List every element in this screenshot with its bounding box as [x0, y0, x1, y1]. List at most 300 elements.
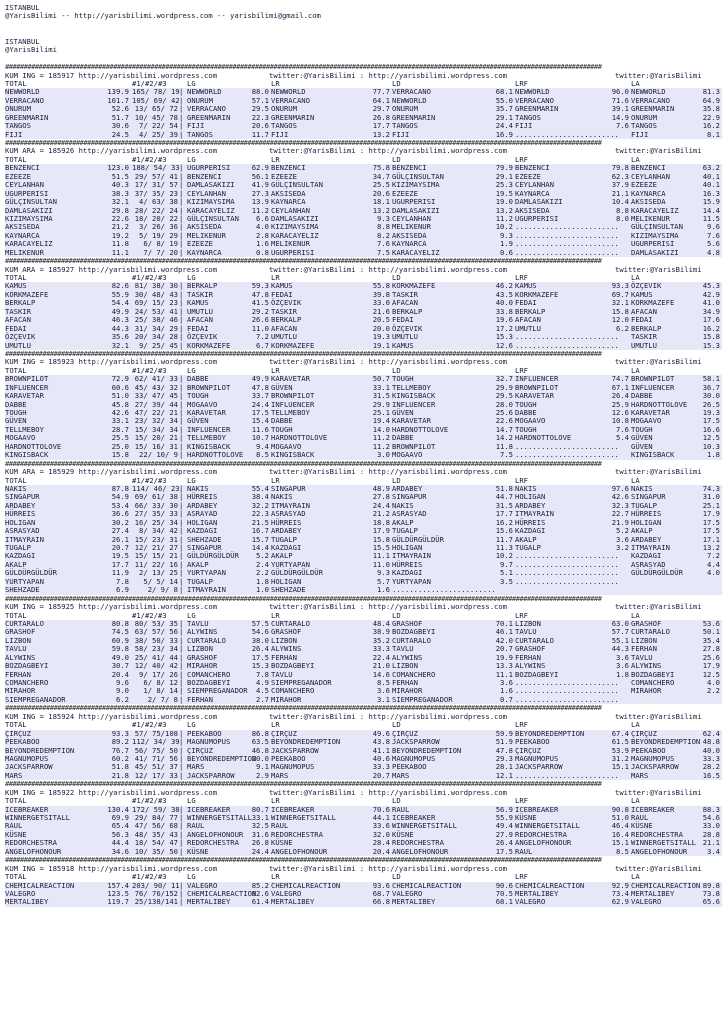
rank-counts: 2/ 9/ 8	[147, 585, 178, 595]
race-header	[5, 713, 722, 721]
column-divider: |	[179, 247, 184, 257]
lg-score: 0.8	[256, 247, 269, 257]
total-score: 6.2	[116, 694, 129, 704]
lrf-score: 37.9	[611, 180, 629, 190]
ld-score: 11.2	[495, 213, 513, 223]
lrf-horse: ARDABEY	[515, 500, 546, 510]
lg-score: 1.6	[256, 239, 269, 249]
lrf-horse: GREENMARIN	[515, 104, 559, 114]
total-score: 46.3	[111, 315, 129, 325]
la-score: 7.6	[707, 230, 720, 240]
ld-horse: FIJI	[392, 129, 410, 139]
horse-name: NEWWORLD	[5, 87, 40, 97]
total-score: 21.8	[111, 770, 129, 780]
column-divider: |	[179, 382, 184, 392]
column-header-total: TOTAL	[5, 796, 27, 806]
ld-horse: ITMAYRAIN	[392, 551, 431, 561]
lg-score: 1.8	[256, 576, 269, 586]
la-horse: CEYLANHAN	[631, 171, 670, 181]
la-score: 16.6	[702, 424, 720, 434]
column-divider: |	[179, 762, 184, 772]
la-horse: BOZDAGBEYI	[631, 669, 675, 679]
lg-score: 2.8	[256, 230, 269, 240]
separator-line: ################################################################################################################################################################	[5, 856, 602, 865]
lrf-horse: ........................	[515, 576, 619, 586]
ld-score: 22.6	[495, 416, 513, 426]
horse-name: BROWNPILOT	[5, 374, 49, 384]
column-divider: |	[179, 180, 184, 190]
la-horse: KAMUS	[631, 289, 653, 299]
horse-name: MOGAAVO	[5, 433, 36, 443]
la-horse: KORKMAZEFE	[631, 298, 675, 308]
lr-score: 5.7	[377, 576, 390, 586]
total-score: 36.6	[111, 509, 129, 519]
ld-horse: TUGALP	[392, 526, 418, 536]
lrf-horse: TUGALP	[515, 543, 541, 552]
lr-score: 77.7	[372, 87, 390, 97]
race-results	[5, 730, 722, 781]
column-header-lrf: LRF	[515, 872, 528, 882]
ld-score: 46.2	[495, 281, 513, 291]
rank-counts: 18/ 20/ 22	[134, 213, 178, 223]
lr-score: 43.8	[372, 737, 390, 747]
lg-score: 55.4	[251, 483, 269, 493]
ld-horse: KIZIMAYSIMA	[392, 180, 440, 190]
lrf-horse: JACKSPARROW	[515, 762, 563, 772]
column-header-lrf: LRF	[515, 610, 528, 620]
lr-score: 34.7	[372, 171, 390, 181]
rank-counts: 188/ 54/ 33	[132, 163, 180, 173]
horse-name: RAUL	[5, 821, 23, 831]
la-score: 62.4	[702, 728, 720, 738]
lr-score: 41.1	[372, 745, 390, 755]
horse-name: INFLUENCER	[5, 382, 49, 392]
lr-horse: KARACAYELIZ	[271, 230, 319, 240]
lg-score: 15.4	[251, 416, 269, 426]
column-header-lrf: LRF	[515, 796, 528, 806]
lrf-horse: ........................	[515, 239, 619, 249]
total-score: 123.0	[107, 163, 129, 173]
la-score: 41.0	[702, 298, 720, 308]
column-header-la: LA	[631, 154, 640, 164]
rank-counts: 2/ 7/ 8	[147, 694, 178, 704]
lg-horse: BEYONDREDEMPTION	[187, 753, 257, 763]
rank-counts: 48/ 35/ 43	[134, 829, 178, 839]
lg-score: 10.7	[251, 433, 269, 443]
ld-horse: TASKIR	[392, 289, 418, 299]
column-divider: |	[179, 728, 184, 738]
column-divider: |	[179, 661, 184, 671]
lr-score: 33.6	[372, 821, 390, 831]
lr-score: 25.5	[372, 180, 390, 190]
lrf-score: 62.9	[611, 897, 629, 907]
lrf-horse: ........................	[515, 694, 619, 704]
column-divider: |	[179, 315, 184, 325]
ld-horse: MERTALIBEY	[392, 897, 436, 907]
column-header-lr: LR	[271, 273, 280, 282]
lr-horse: FERHAN	[271, 652, 297, 662]
lg-horse: KIZIMAYSIMA	[187, 197, 235, 207]
spacer	[5, 55, 722, 63]
lrf-horse: ICEBREAKER	[515, 804, 559, 814]
column-header-total: TOTAL	[5, 154, 27, 164]
rank-counts: 20/ 34/ 28	[134, 332, 178, 342]
rank-counts: 12/ 17/ 33	[134, 770, 178, 780]
horse-name: YURTYAPAN	[5, 576, 44, 586]
la-horse: ARDABEY	[631, 534, 662, 544]
total-score: 32.1	[111, 197, 129, 207]
total-score: 30.6	[111, 121, 129, 131]
la-horse: GÜVEN	[631, 433, 653, 443]
twitter-handle: twitter:@YarisBilimi	[615, 602, 702, 612]
lr-horse: ICEBREAKER	[271, 804, 315, 814]
la-horse: ÖZÇEVIK	[631, 281, 662, 291]
lr-horse: GÜVEN	[271, 382, 293, 392]
ld-horse: FERHAN	[392, 678, 418, 687]
horse-name: PEEKABOO	[5, 737, 40, 747]
la-score: 4.8	[707, 247, 720, 257]
ld-score: 31.5	[495, 500, 513, 510]
lr-horse: HARDNOTTOLOVE	[271, 433, 328, 443]
lr-horse: KÜSNE	[271, 838, 293, 848]
lg-horse: TAVLU	[187, 618, 209, 628]
lrf-score: 73.4	[611, 888, 629, 898]
ld-horse: YURTYAPAN	[392, 576, 431, 586]
horse-name: FERHAN	[5, 669, 31, 679]
column-divider: |	[179, 897, 184, 907]
lg-score: 7.8	[256, 669, 269, 679]
column-divider: |	[179, 737, 184, 747]
total-score: 27.4	[111, 526, 129, 536]
column-header-lrf: LRF	[515, 475, 528, 485]
lg-horse: COMANCHERO	[187, 669, 231, 679]
lr-horse: UGURPERISI	[271, 247, 315, 257]
rank-counts: 30/ 48/ 43	[134, 289, 178, 299]
lg-score: 33.7	[251, 391, 269, 401]
column-divider: |	[179, 644, 184, 654]
horse-name: CEYLANHAN	[5, 180, 44, 190]
lrf-horse: VERRACANO	[515, 95, 554, 105]
lrf-horse: UMUTLU	[515, 323, 541, 333]
column-header-lrf: LRF	[515, 78, 528, 88]
lr-score: 3.0	[377, 450, 390, 460]
lg-horse: HARDNOTTOLOVE	[187, 450, 244, 460]
la-horse: TASKIR	[631, 332, 657, 342]
la-score: 19.3	[702, 408, 720, 417]
column-header-lrf: LRF	[515, 365, 528, 375]
lg-score: 80.7	[251, 804, 269, 814]
ld-horse: LIZBON	[392, 661, 418, 671]
total-score: 11.1	[111, 247, 129, 257]
lrf-horse: DAMLASAKIZI	[515, 197, 563, 207]
lrf-score: 15.1	[611, 838, 629, 848]
column-header-lg: LG	[187, 78, 196, 88]
column-divider: |	[179, 222, 184, 232]
column-divider: |	[179, 880, 184, 890]
la-score: 17.9	[702, 661, 720, 671]
la-score: 12.5	[702, 669, 720, 679]
la-horse: TUGALP	[631, 500, 657, 510]
lrf-horse: KARAVETAR	[515, 391, 554, 401]
total-score: 52.6	[111, 104, 129, 114]
column-divider: |	[179, 635, 184, 645]
rank-counts: 17/ 31/ 57	[134, 180, 178, 190]
total-score: 40.3	[111, 180, 129, 190]
lr-score: 14.0	[372, 424, 390, 434]
la-horse: ÇIRÇUZ	[631, 728, 657, 738]
lr-score: 64.1	[372, 95, 390, 105]
column-header-lg: LG	[187, 365, 196, 375]
lr-horse: TAVLU	[271, 669, 293, 679]
lrf-horse: REDORCHESTRA	[515, 829, 567, 839]
column-header-la: LA	[631, 720, 640, 730]
ld-score: 12.1	[495, 770, 513, 780]
ld-score: 90.6	[495, 880, 513, 890]
lg-horse: SIEMPREGANADOR	[187, 686, 248, 696]
race-results	[5, 164, 722, 257]
column-divider: |	[179, 95, 184, 105]
lg-horse: HÜRREIS	[187, 492, 218, 502]
rank-counts: 58/ 23/ 34	[134, 644, 178, 654]
lr-score: 22.4	[372, 652, 390, 662]
la-score: 50.1	[702, 627, 720, 637]
race-title: KUM ING = 185923 http://yarisbilimi.wordpress.com	[5, 357, 218, 367]
ld-horse: RAUL	[392, 804, 410, 814]
la-horse: FEDAI	[631, 315, 653, 325]
lg-score: 17.5	[251, 408, 269, 417]
lg-horse: CHEMICALREACTION	[187, 888, 257, 898]
race-header	[5, 72, 722, 80]
lr-score: 49.6	[372, 728, 390, 738]
lr-horse: ANGELOFHONOUR	[271, 846, 328, 856]
total-score: 51.0	[111, 391, 129, 401]
race-header	[5, 266, 722, 274]
horse-name: GREENMARIN	[5, 112, 49, 122]
lr-horse: KAZDAGI	[271, 543, 302, 552]
column-divider: |	[179, 340, 184, 350]
lrf-horse: KÜSNE	[515, 813, 537, 822]
lrf-score: 22.7	[611, 509, 629, 519]
column-header-la: LA	[631, 273, 640, 282]
lrf-score: 90.8	[611, 804, 629, 814]
lg-horse: TOUGH	[187, 391, 209, 401]
total-score: 21.2	[111, 222, 129, 232]
ld-horse: KORKMAZEFE	[392, 281, 436, 291]
ld-score: 47.8	[495, 745, 513, 755]
column-header-rank: #1/#2/#3	[132, 610, 167, 620]
la-horse: VALEGRO	[631, 897, 662, 907]
rank-counts: 22/ 10/ 9	[139, 450, 178, 460]
column-header-rank: #1/#2/#3	[132, 872, 167, 882]
lrf-score: 3.6	[616, 652, 629, 662]
la-horse: INFLUENCER	[631, 382, 675, 392]
lg-horse: DAMLASAKIZI	[187, 180, 235, 190]
total-score: 25.0	[111, 441, 129, 451]
horse-name: TANGOS	[5, 121, 31, 131]
horse-name: CHEMICALREACTION	[5, 880, 75, 890]
twitter-handle: twitter:@YarisBilimi	[615, 264, 702, 274]
lrf-score: 16.4	[611, 829, 629, 839]
race-title: KUM ING = 185918 http://yarisbilimi.wordpress.com	[5, 863, 218, 873]
horse-name: UMUTLU	[5, 340, 31, 350]
lrf-horse: HOLIGAN	[515, 492, 546, 502]
twitter-link: twitter:@YarisBilimi : http://yarisbilimi.wordpress.com	[269, 264, 507, 274]
column-divider: |	[179, 576, 184, 586]
total-score: 22.6	[111, 213, 129, 223]
total-score: 65.4	[111, 821, 129, 831]
horse-name: ANGELOFHONOUR	[5, 846, 62, 856]
ld-score: 14.2	[495, 433, 513, 443]
lr-score: 11.1	[372, 551, 390, 561]
lg-score: 22.3	[251, 112, 269, 122]
lrf-score: 92.9	[611, 880, 629, 890]
total-score: 60.6	[111, 382, 129, 392]
ld-horse: ÖZÇEVIK	[392, 323, 423, 333]
la-horse: GÜLÇINSULTAN	[631, 222, 683, 232]
lr-horse: ALYWINS	[271, 644, 302, 654]
lg-horse: YURTYAPAN	[187, 568, 226, 578]
column-header-total: TOTAL	[5, 365, 27, 375]
ld-score: 33.8	[495, 306, 513, 316]
ld-horse: NEWWORLD	[392, 95, 427, 105]
lr-score: 24.4	[372, 500, 390, 510]
race-results	[5, 485, 722, 595]
la-horse: FIJI	[631, 129, 649, 139]
lrf-horse: ÇIRÇUZ	[515, 745, 541, 755]
lr-horse: FEDAI	[271, 289, 293, 299]
lg-horse: AKALP	[187, 559, 209, 569]
lrf-horse: CEYLANHAN	[515, 180, 554, 190]
horse-name: ICEBREAKER	[5, 804, 49, 814]
lrf-horse: RAUL	[515, 846, 533, 856]
column-header-lg: LG	[187, 475, 196, 485]
lr-score: 27.8	[372, 492, 390, 502]
ld-score: 43.5	[495, 289, 513, 299]
lg-score: 2.2	[256, 568, 269, 578]
total-score: 29.8	[111, 205, 129, 215]
column-divider: |	[179, 526, 184, 536]
la-horse: AKSISEDA	[631, 197, 666, 207]
lg-horse: NEWWORLD	[187, 87, 222, 97]
la-horse: KIZIMAYSIMA	[631, 230, 679, 240]
lr-score: 29.7	[372, 104, 390, 114]
total-score: 130.4	[107, 804, 129, 814]
lr-score: 19.1	[372, 340, 390, 350]
la-score: 40.1	[702, 171, 720, 181]
lr-horse: GRASHOF	[271, 627, 302, 637]
column-header-la: LA	[631, 475, 640, 485]
ld-horse: NAKIS	[392, 500, 414, 510]
lg-horse: ASRAYAD	[187, 509, 218, 519]
twitter-handle: twitter:@YarisBilimi	[615, 863, 702, 873]
rank-counts: 6/ 8/ 12	[143, 678, 178, 687]
race-header	[5, 358, 722, 366]
lrf-horse: ........................	[515, 770, 619, 780]
horse-name: KIZIMAYSIMA	[5, 213, 53, 223]
ld-score: 68.1	[495, 897, 513, 907]
lr-score: 18.1	[372, 197, 390, 207]
la-horse: VERRACANO	[631, 95, 670, 105]
lrf-horse: ........................	[515, 678, 619, 687]
la-horse: KAZDAGI	[631, 551, 662, 561]
lr-horse: BERKALP	[271, 315, 302, 325]
column-header-ld: LD	[392, 365, 401, 375]
column-header-lr: LR	[271, 720, 280, 730]
race-results	[5, 88, 722, 139]
lrf-score: 74.7	[611, 374, 629, 384]
horse-name: GÜLÇINSULTAN	[5, 197, 57, 207]
total-score: 44.3	[111, 323, 129, 333]
horse-name: MARS	[5, 770, 23, 780]
lg-horse: REDORCHESTRA	[187, 838, 239, 848]
ld-horse: TANGOS	[392, 121, 418, 131]
la-score: 12.5	[702, 433, 720, 443]
rank-counts: 27/ 39/ 44	[134, 399, 178, 409]
lr-horse: KARAVETAR	[271, 374, 310, 384]
ld-score: 28.1	[495, 762, 513, 772]
lr-horse: REDORCHESTRA	[271, 829, 323, 839]
horse-name: KAYNARCA	[5, 230, 40, 240]
column-divider: |	[179, 585, 184, 595]
lr-score: 18.8	[372, 517, 390, 527]
lg-score: 21.5	[251, 517, 269, 527]
lrf-horse: NEWWORLD	[515, 87, 550, 97]
ld-score: 46.1	[495, 627, 513, 637]
lr-score: 70.6	[372, 804, 390, 814]
column-divider: |	[179, 433, 184, 443]
ld-horse: EZEEZE	[392, 188, 418, 198]
lg-horse: MARS	[187, 762, 205, 772]
column-divider: |	[179, 534, 184, 544]
ld-score: 27.9	[495, 829, 513, 839]
lr-horse: KIZIMAYSIMA	[271, 222, 319, 232]
la-score: 27.8	[702, 644, 720, 654]
column-divider: |	[179, 492, 184, 502]
total-score: 35.6	[111, 332, 129, 342]
lrf-horse: BEYONDREDEMPTION	[515, 728, 585, 738]
lrf-horse: ........................	[515, 568, 619, 578]
lrf-horse: FERHAN	[515, 652, 541, 662]
result-row	[5, 342, 722, 350]
lr-horse: VERRACANO	[271, 95, 310, 105]
horse-name: EZEEZE	[5, 171, 31, 181]
race-header	[5, 468, 722, 476]
race-results	[5, 806, 722, 857]
ld-horse: CEYLANHAN	[392, 213, 431, 223]
la-score: 15.3	[702, 340, 720, 350]
ld-horse: GREENMARIN	[392, 112, 436, 122]
lr-horse: ONURUM	[271, 104, 297, 114]
lrf-score: 5.4	[616, 433, 629, 443]
column-header-lg: LG	[187, 796, 196, 806]
ld-horse: GRASHOF	[392, 618, 423, 628]
rank-counts: 105/ 69/ 42	[132, 95, 180, 105]
lg-score: 57.5	[251, 618, 269, 628]
la-horse: ITMAYRAIN	[631, 543, 670, 552]
la-horse: KÜSNE	[631, 821, 653, 831]
twitter-handle: twitter:@YarisBilimi	[615, 711, 702, 721]
lrf-horse: ITMAYRAIN	[515, 509, 554, 519]
lrf-score: 7.6	[616, 121, 629, 131]
total-score: 72.9	[111, 374, 129, 384]
horse-name: VERRACANO	[5, 95, 44, 105]
lrf-score: 42.6	[611, 492, 629, 502]
rank-counts: 63/ 57/ 56	[134, 627, 178, 637]
la-score: 42.9	[702, 289, 720, 299]
horse-name: NAKIS	[5, 483, 27, 493]
separator-line: ################################################################################################################################################################	[5, 594, 602, 603]
lrf-horse: ........................	[515, 559, 619, 569]
